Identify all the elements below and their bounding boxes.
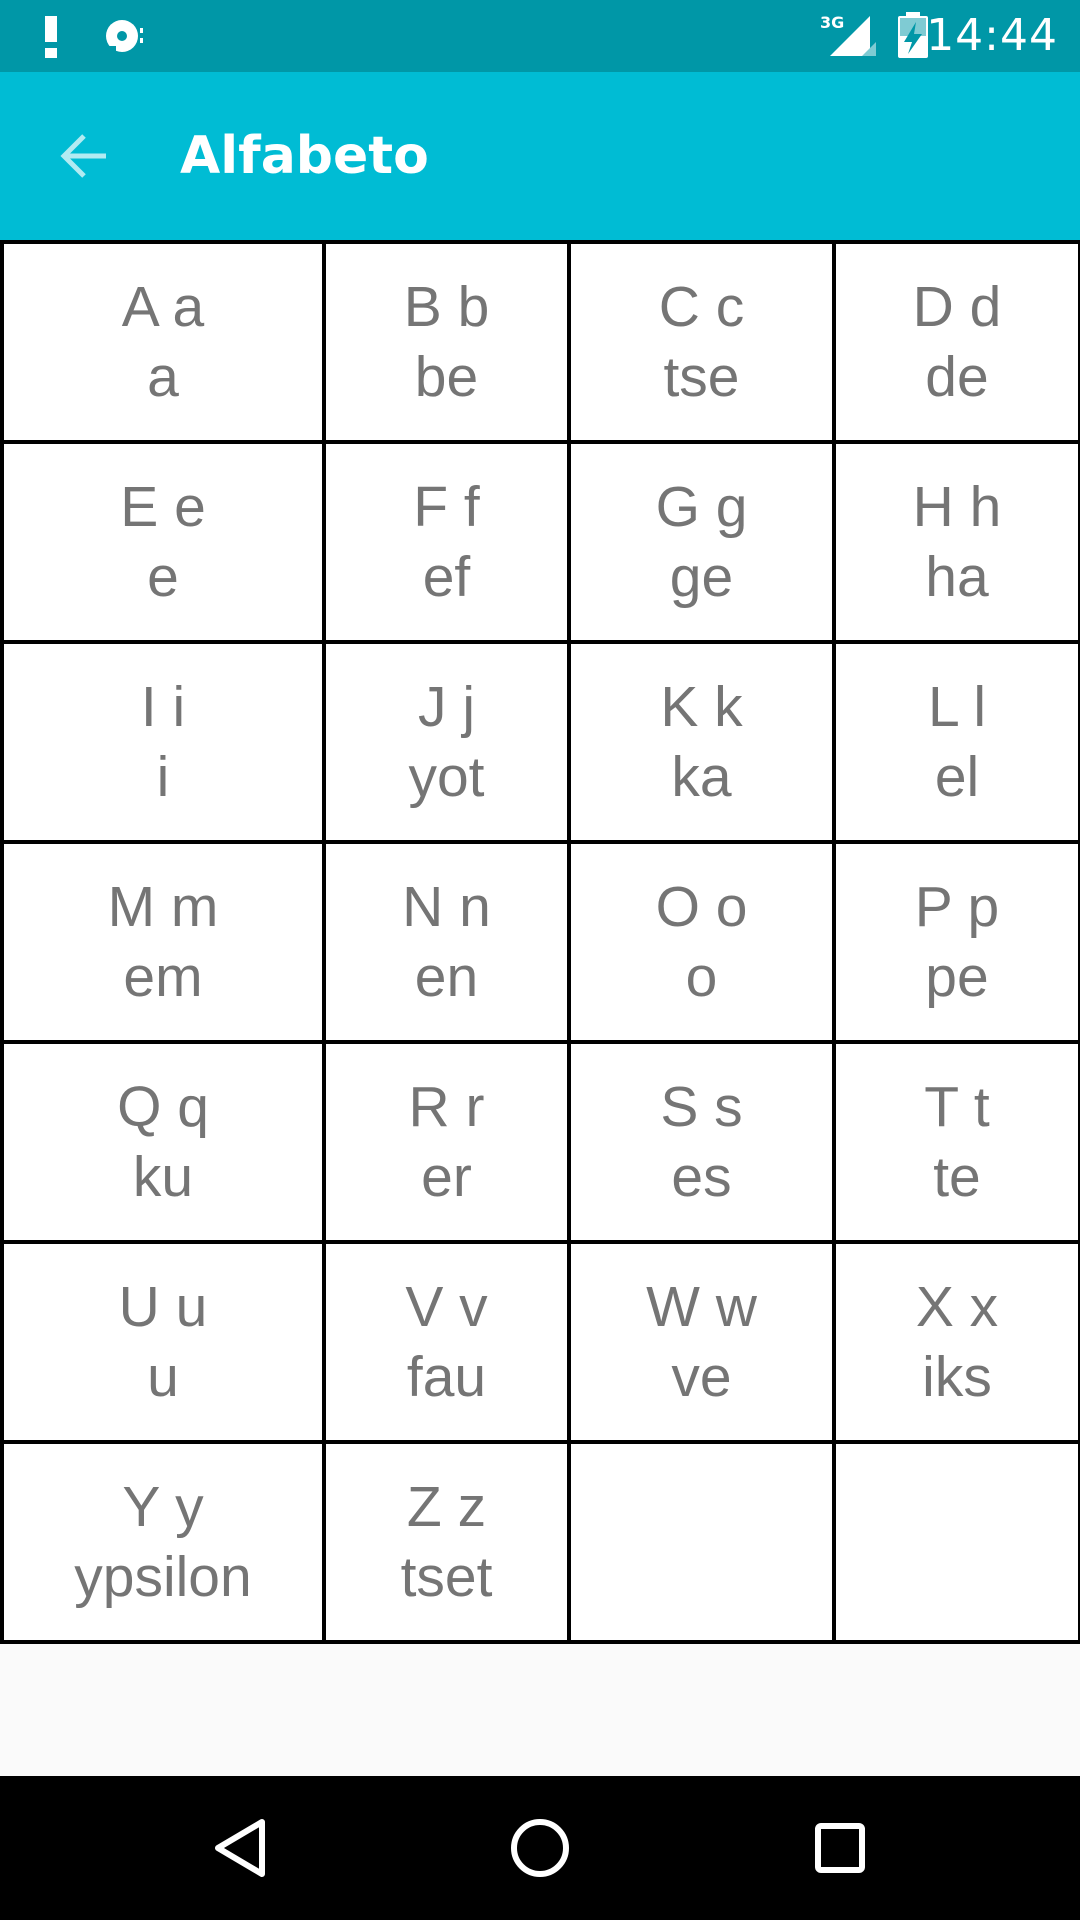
empty-cell	[832, 1440, 1080, 1644]
letter-cell[interactable]	[322, 1040, 571, 1244]
letter-pair: V v	[405, 1275, 488, 1339]
letter-cell[interactable]	[567, 440, 836, 644]
letter-pair: P p	[914, 875, 1000, 939]
letter-name: en	[414, 945, 479, 1009]
letter-name: yot	[408, 745, 485, 809]
letter-name: o	[685, 945, 718, 1009]
letter-pair: L l	[927, 675, 987, 739]
letter-cell[interactable]	[0, 640, 326, 844]
letter-pair: W w	[646, 1275, 757, 1339]
letter-cell[interactable]	[832, 240, 1080, 444]
letter-cell[interactable]	[832, 1240, 1080, 1444]
nav-back-button[interactable]	[192, 1800, 288, 1896]
letter-cell[interactable]	[832, 1040, 1080, 1244]
letter-name: ypsilon	[74, 1545, 252, 1609]
letter-cell[interactable]	[0, 1440, 326, 1644]
letter-name: ha	[925, 545, 989, 609]
letter-cell[interactable]	[0, 1040, 326, 1244]
letter-name: te	[933, 1145, 981, 1209]
signal-icon	[820, 12, 876, 58]
letter-name: iks	[922, 1345, 992, 1409]
letter-name: u	[147, 1345, 179, 1409]
app-bar	[0, 72, 1080, 240]
letter-name: es	[671, 1145, 732, 1209]
letter-cell[interactable]	[567, 640, 836, 844]
letter-pair: S s	[660, 1075, 743, 1139]
letter-name: el	[934, 745, 980, 809]
network-type-label: 3G	[820, 13, 845, 32]
letter-cell[interactable]	[322, 840, 571, 1044]
letter-cell[interactable]	[322, 240, 571, 444]
navigation-bar	[0, 1776, 1080, 1920]
letter-name: ka	[671, 745, 732, 809]
letter-pair: U u	[118, 1275, 208, 1339]
letter-name: i	[156, 745, 170, 809]
letter-pair: X x	[915, 1275, 999, 1339]
letter-pair: R r	[408, 1075, 485, 1139]
alphabet-grid	[0, 240, 1080, 1640]
letter-name: tse	[663, 345, 740, 409]
letter-cell[interactable]	[0, 440, 326, 644]
arrow-back-icon	[58, 130, 110, 182]
letter-name: be	[414, 345, 479, 409]
letter-name: a	[147, 345, 179, 409]
letter-cell[interactable]	[0, 240, 326, 444]
letter-cell[interactable]	[567, 1240, 836, 1444]
letter-pair: B b	[403, 275, 490, 339]
letter-name: ge	[669, 545, 734, 609]
nav-recents-button[interactable]	[792, 1800, 888, 1896]
letter-pair: H h	[912, 475, 1002, 539]
letter-cell[interactable]	[567, 840, 836, 1044]
recents-square-icon	[810, 1818, 870, 1878]
empty-cell	[567, 1440, 836, 1644]
clock: 14:44	[926, 10, 1058, 61]
letter-name: ku	[132, 1145, 194, 1209]
letter-pair: G g	[655, 475, 748, 539]
letter-cell[interactable]	[0, 840, 326, 1044]
letter-name: er	[421, 1145, 472, 1209]
letter-pair: Y y	[122, 1475, 204, 1539]
letter-cell[interactable]	[322, 440, 571, 644]
letter-name: tset	[400, 1545, 493, 1609]
battery-charging-icon	[896, 12, 930, 58]
disc-icon	[104, 18, 144, 54]
letter-pair: J j	[418, 675, 475, 739]
letter-pair: D d	[912, 275, 1002, 339]
letter-cell[interactable]	[0, 1240, 326, 1444]
letter-pair: F f	[413, 475, 480, 539]
letter-pair: T t	[924, 1075, 990, 1139]
letter-cell[interactable]	[322, 1440, 571, 1644]
nav-home-button[interactable]	[492, 1800, 588, 1896]
letter-pair: K k	[660, 675, 743, 739]
letter-pair: M m	[107, 875, 219, 939]
letter-cell[interactable]	[322, 640, 571, 844]
letter-cell[interactable]	[832, 440, 1080, 644]
letter-pair: Z z	[406, 1475, 487, 1539]
letter-pair: N n	[402, 875, 491, 939]
back-button[interactable]	[38, 110, 130, 202]
letter-pair: I i	[140, 675, 186, 739]
letter-cell[interactable]	[832, 640, 1080, 844]
letter-name: fau	[406, 1345, 487, 1409]
letter-name: ef	[422, 545, 471, 609]
letter-name: de	[925, 345, 989, 409]
letter-pair: C c	[658, 275, 745, 339]
letter-name: ve	[671, 1345, 732, 1409]
letter-pair: E e	[120, 475, 206, 539]
letter-name: e	[147, 545, 179, 609]
letter-cell[interactable]	[567, 1040, 836, 1244]
letter-name: em	[123, 945, 203, 1009]
letter-cell[interactable]	[567, 240, 836, 444]
page-title: Alfabeto	[180, 126, 429, 186]
home-circle-icon	[508, 1816, 572, 1880]
letter-pair: A a	[121, 275, 205, 339]
letter-cell[interactable]	[832, 840, 1080, 1044]
back-triangle-icon	[210, 1816, 270, 1880]
alert-icon	[45, 16, 57, 58]
status-bar	[0, 0, 1080, 72]
letter-pair: O o	[655, 875, 748, 939]
letter-name: pe	[925, 945, 989, 1009]
letter-cell[interactable]	[322, 1240, 571, 1444]
letter-pair: Q q	[117, 1075, 209, 1139]
